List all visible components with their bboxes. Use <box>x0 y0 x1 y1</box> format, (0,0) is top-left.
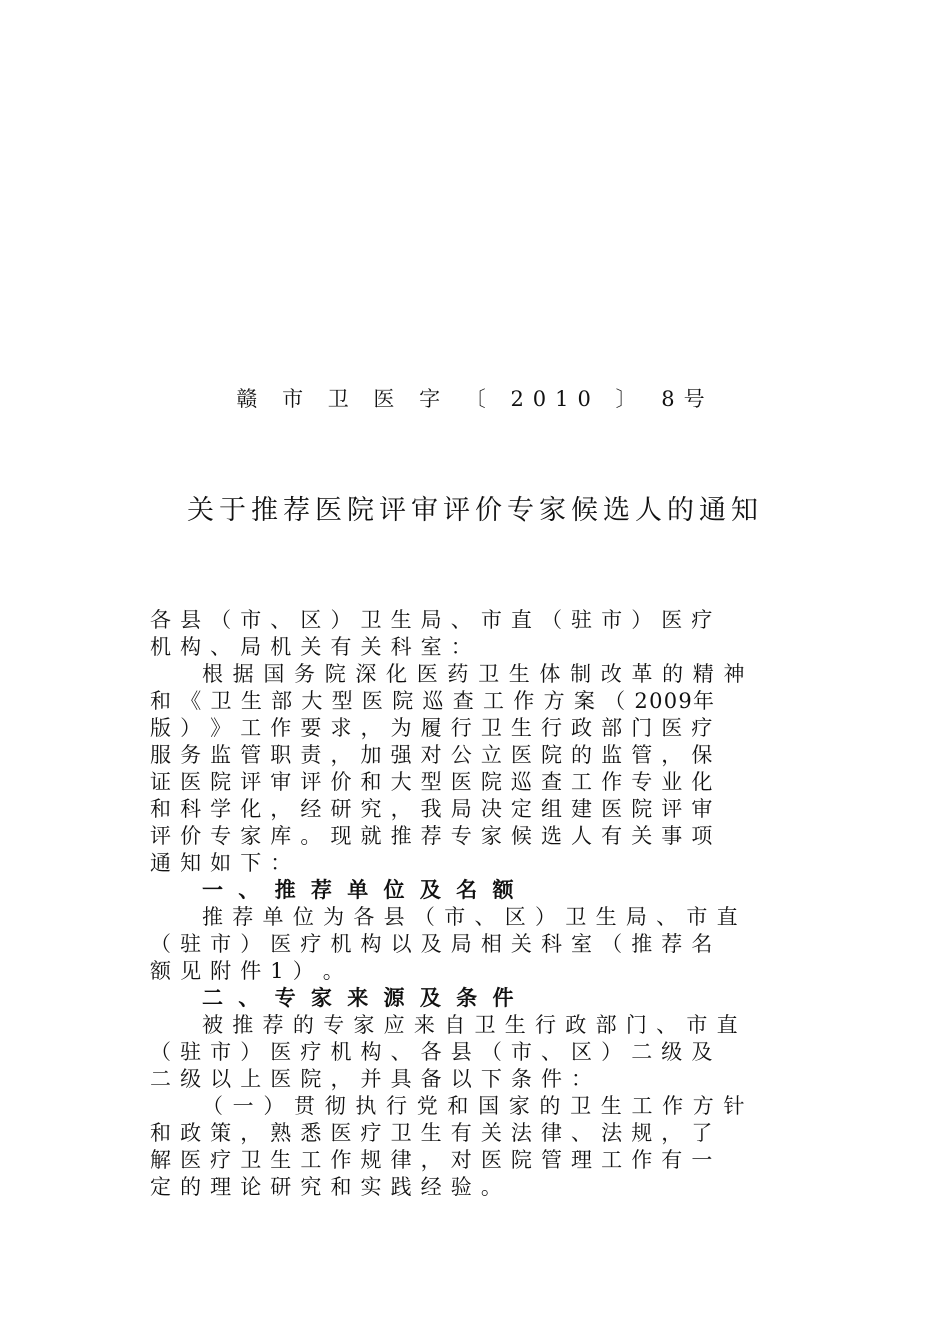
body-line: 机 构 、 局 机 关 有 关 科 室 ： <box>150 635 473 659</box>
body-line: 评 价 专 家 库 。 现 就 推 荐 专 家 候 选 人 有 关 事 项 <box>150 824 714 848</box>
body-line: 定 的 理 论 研 究 和 实 践 经 验 。 <box>150 1175 504 1199</box>
body-line: 根 据 国 务 院 深 化 医 药 卫 生 体 制 改 革 的 精 神 <box>202 662 746 686</box>
body-line: 推 荐 单 位 为 各 县 （ 市 、 区 ） 卫 生 局 、 市 直 <box>202 905 739 929</box>
body-line: 二 级 以 上 医 院 ， 并 具 备 以 下 条 件 ： <box>150 1067 594 1091</box>
document-body <box>150 607 790 1201</box>
body-line: 额 见 附 件 1 ） 。 <box>150 959 346 983</box>
body-line: 证 医 院 评 审 评 价 和 大 型 医 院 巡 查 工 作 专 业 化 <box>150 770 714 794</box>
body-line: （ 一 ） 贯 彻 执 行 党 和 国 家 的 卫 生 工 作 方 针 <box>202 1094 746 1118</box>
body-line: 被 推 荐 的 专 家 应 来 自 卫 生 行 政 部 门 、 市 直 <box>202 1013 739 1037</box>
body-line: 和 政 策 ， 熟 悉 医 疗 卫 生 有 关 法 律 、 法 规 ， 了 <box>150 1121 714 1145</box>
document-number: 赣 市 卫 医 字 〔 2010 〕 8号 <box>236 387 714 411</box>
body-line: 和 《 卫 生 部 大 型 医 院 巡 查 工 作 方 案 （ 2009年 <box>150 689 716 713</box>
body-line: 版 ） 》 工 作 要 求 ， 为 履 行 卫 生 行 政 部 门 医 疗 <box>150 716 714 740</box>
body-line: （ 驻 市 ） 医 疗 机 构 以 及 局 相 关 科 室 （ 推 荐 名 <box>150 932 714 956</box>
document-title: 关于推荐医院评审评价专家候选人的通知 <box>187 495 763 526</box>
body-line: 解 医 疗 卫 生 工 作 规 律 ， 对 医 院 管 理 工 作 有 一 <box>150 1148 714 1172</box>
body-line: 服 务 监 管 职 责 ， 加 强 对 公 立 医 院 的 监 管 ， 保 <box>150 743 714 767</box>
section-heading: 一 、 推 荐 单 位 及 名 额 <box>202 878 518 902</box>
body-line: 通 知 如 下 ： <box>150 851 293 875</box>
body-line: （ 驻 市 ） 医 疗 机 构 、 各 县 （ 市 、 区 ） 二 级 及 <box>150 1040 714 1064</box>
body-line: 和 科 学 化 ， 经 研 究 ， 我 局 决 定 组 建 医 院 评 审 <box>150 797 714 821</box>
section-heading: 二 、 专 家 来 源 及 条 件 <box>202 986 518 1010</box>
body-line: 各 县 （ 市 、 区 ） 卫 生 局 、 市 直 （ 驻 市 ） 医 疗 <box>150 608 714 632</box>
